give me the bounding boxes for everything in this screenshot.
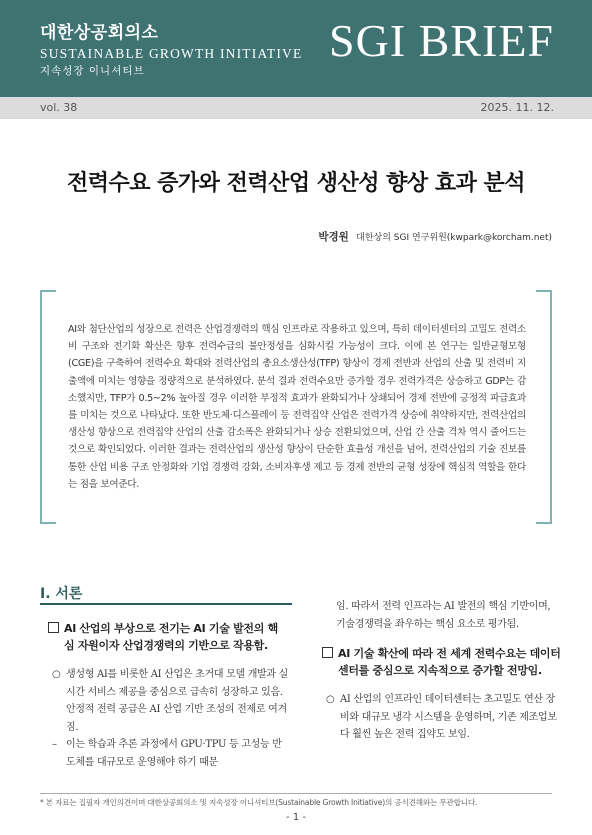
paragraph-text: AI 산업의 인프라인 데이터센터는 초고밀도 연산 장비와 대규모 냉각 시스템을 운영하며, 기존 제조업보다 훨씬 높은 전력 집약도 보임.	[340, 694, 557, 740]
org-subtitle: 지속성장 이니셔티브	[40, 65, 145, 77]
circle-bullet-icon: ○	[52, 669, 61, 680]
bullet-heading	[48, 620, 288, 654]
bullet-heading	[322, 645, 562, 679]
abstract-bracket-left	[40, 290, 56, 524]
org-name-korean: 대한상공회의소	[40, 23, 159, 43]
bullet-heading-text: AI 기술 확산에 따라 전 세계 전력수요는 데이터센터를 중심으로 지속적으로 증가할 전망임.	[338, 647, 561, 677]
page-title: 전력수요 증가와 전력산업 생산성 향상 효과 분석	[67, 171, 525, 196]
header-banner	[0, 0, 592, 97]
paragraph-text: 생성형 AI를 비롯한 AI 산업은 초거대 모델 개발과 실시간 서비스 제공을 중심으로 급속히 성장하고 있음. 안정적 전력 공급은 AI 산업 기반 조성의 전제로 여겨짐.	[66, 669, 289, 733]
footnote: * 본 자료는 집필자 개인의견이며 대한상공회의소 및 지속성장 이니셔티브(Sustainable Growth Initiative)의 공식견해와는 무관합니다.	[40, 798, 478, 807]
bullet-heading-text: AI 산업의 부상으로 전기는 AI 기술 발전의 핵심 자원이자 산업경쟁력의 기반으로 작용함.	[64, 622, 278, 652]
dash-bullet-paragraph	[48, 736, 288, 771]
right-column	[322, 598, 562, 744]
continued-paragraph: 임. 따라서 전력 인프라는 AI 발전의 핵심 기반이며, 기술경쟁력을 좌우하는 핵심 요소로 평가됨.	[336, 601, 551, 630]
author-affiliation: 대한상의 SGI 연구위원(kwpark@korcham.net)	[356, 233, 552, 243]
circle-bullet-icon: ○	[326, 694, 335, 705]
issue-date: 2025. 11. 12.	[480, 101, 554, 114]
abstract-bracket-right	[536, 290, 552, 524]
section-title: Ⅰ. 서론	[40, 586, 83, 602]
circle-bullet-paragraph	[322, 691, 562, 744]
brand-title: SGI BRIEF	[329, 15, 554, 66]
footnote-divider	[40, 793, 552, 794]
square-bullet-icon	[322, 647, 333, 658]
author-name: 박경원	[318, 231, 349, 243]
page-number: - 1 -	[286, 812, 306, 823]
section-divider	[40, 603, 292, 605]
left-column	[48, 620, 288, 771]
circle-bullet-paragraph	[48, 666, 288, 736]
abstract-text: AI와 첨단산업의 성장으로 전력은 산업경쟁력의 핵심 인프라로 작용하고 있으며, 특히 데이터센터의 고밀도 전력소비 구조와 전기화 확산은 향후 전력수급의 불안정성을 심화시킬 가능성이 크다. 이에 본 연구는 일반균형모형(CGE)을 구축하여 전력수요 확대와 전력산업의 총요소생산성(TFP) 향상이 경제 전반과 산업의 산출 및 전력비 지출액에 미치는 영향을 정량적으로 분석하였다. 분석 결과 전력수요만 증가할 경우 전력가격은 상승하고 GDP는 감소했지만, TFP가 0.5~2% 높아질 경우 이러한 부정적 효과가 완화되거나 상쇄되어 경제 전반에 긍정적 파급효과를 미치는 것으로 나타났다. 또한 반도체·디스플레이 등 전력집약 산업은 전력가격 상승에 취약하지만, 전력산업의 생산성 향상으로 전력집약 산업의 산출 감소폭은 완화되거나 상승 전환되었으며, 산업 간 산출 격차 역시 줄어드는 것으로 확인되었다. 이러한 결과는 전력산업의 생산성 향상이 단순한 효율성 개선을 넘어, 전력산업의 기술 진보를 통한 산업 비용 구조 안정화와 기업 경쟁력 강화, 소비자후생 제고 등 경제 전반의 균형 성장에 핵심적 역할을 한다는 점을 보여준다.	[68, 324, 526, 490]
volume-number: vol. 38	[40, 101, 78, 114]
author-line	[318, 229, 552, 244]
square-bullet-icon	[48, 622, 59, 633]
issue-bar	[0, 97, 592, 119]
dash-bullet-icon: –	[52, 739, 57, 750]
paragraph-text: 이는 학습과 추론 과정에서 GPU·TPU 등 고성능 반도체를 대규모로 운영해야 하기 때문	[66, 739, 282, 768]
org-name-english: SUSTAINABLE GROWTH INITIATIVE	[40, 46, 303, 61]
abstract-box	[40, 290, 552, 520]
